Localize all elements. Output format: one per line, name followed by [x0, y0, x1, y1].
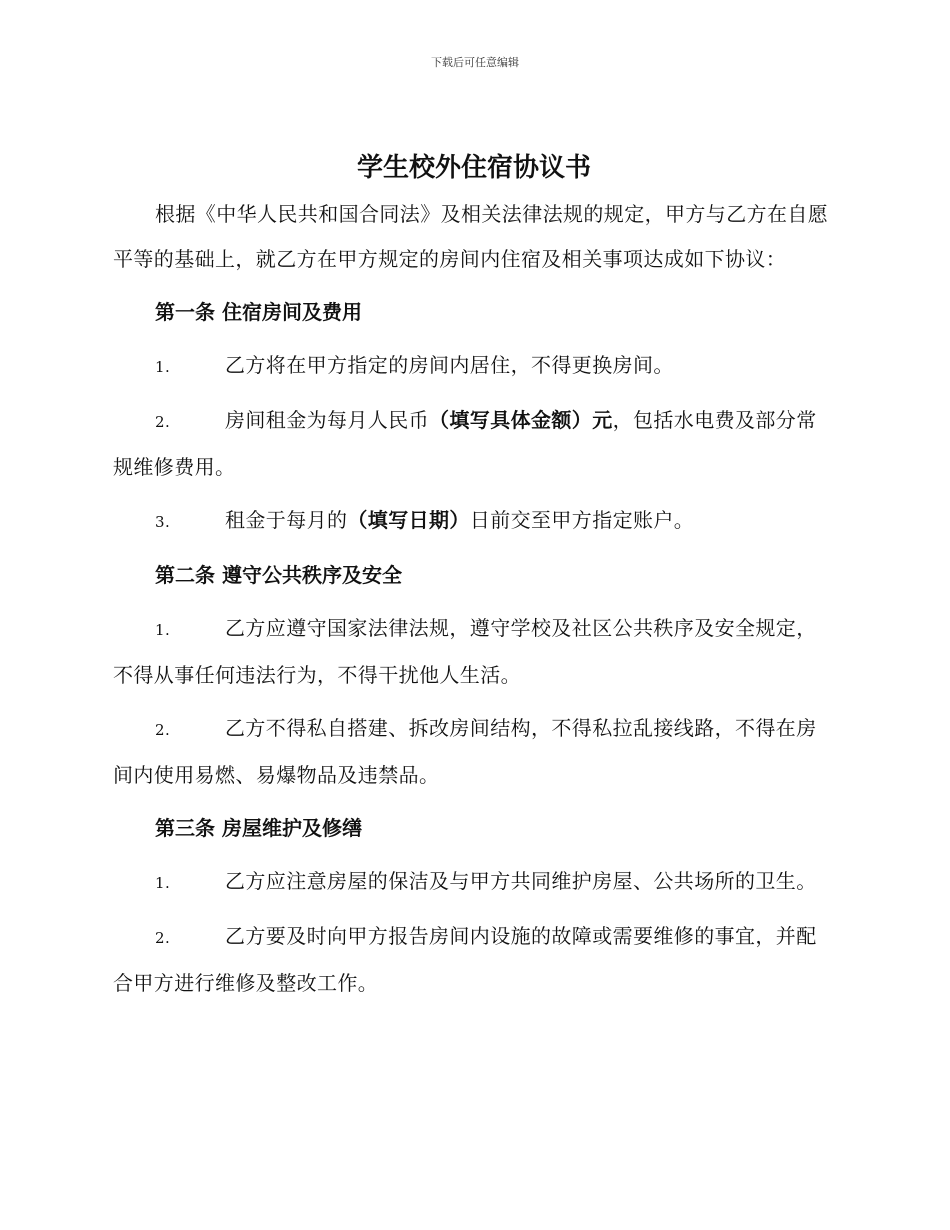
clause-text: 乙方应遵守国家法律法规，遵守学校及社区公共秩序及安全规定，不得从事任何违法行为，不得干扰他人生活。 [113, 616, 817, 687]
clause-item [113, 706, 835, 798]
clause-number: 3. [155, 513, 171, 531]
section-3 [113, 806, 835, 1006]
clause-item [113, 498, 835, 545]
clause-text: 乙方要及时向甲方报告房间内设施的故障或需要维修的事宜，并配合甲方进行维修及整改工作。 [113, 924, 817, 995]
header-note: 下载后可任意编辑 [431, 56, 519, 69]
clause-item [113, 398, 835, 490]
clause-text: 日前交至甲方指定账户。 [469, 508, 695, 532]
section-1 [113, 290, 835, 545]
clause-number: 2. [155, 721, 171, 739]
clause-text: 房间租金为每月人民币 [225, 408, 429, 432]
section-heading: 第一条 住宿房间及费用 [155, 300, 362, 324]
document-body [113, 148, 835, 1014]
clause-number: 2. [155, 929, 171, 947]
section-2 [113, 553, 835, 798]
clause-text: 乙方应注意房屋的保洁及与甲方共同维护房屋、公共场所的卫生。 [225, 869, 817, 893]
clause-number: 1. [155, 358, 171, 376]
clause-text: ，包括水电费及部分常规维修费用。 [113, 408, 817, 479]
intro-paragraph: 根据《中华人民共和国合同法》及相关法律法规的规定，甲方与乙方在自愿平等的基础上，就乙方在甲方规定的房间内住宿及相关事项达成如下协议： [113, 202, 829, 271]
section-heading: 第二条 遵守公共秩序及安全 [155, 563, 402, 587]
clause-number: 1. [155, 874, 171, 892]
fill-in-amount: （填写具体金额）元 [429, 408, 613, 432]
clause-number: 2. [155, 413, 171, 431]
clause-item [113, 914, 835, 1006]
clause-item [113, 859, 835, 906]
document-title: 学生校外住宿协议书 [356, 153, 591, 183]
fill-in-date: （填写日期） [347, 508, 470, 532]
section-heading: 第三条 房屋维护及修缮 [155, 816, 362, 840]
clause-item [113, 343, 835, 390]
clause-number: 1. [155, 621, 171, 639]
clause-text: 乙方将在甲方指定的房间内居住，不得更换房间。 [225, 353, 674, 377]
clause-text: 租金于每月的 [225, 508, 348, 532]
clause-text: 乙方不得私自搭建、拆改房间结构，不得私拉乱接线路，不得在房间内使用易燃、易爆物品及违禁品。 [113, 716, 817, 787]
clause-item [113, 606, 835, 698]
